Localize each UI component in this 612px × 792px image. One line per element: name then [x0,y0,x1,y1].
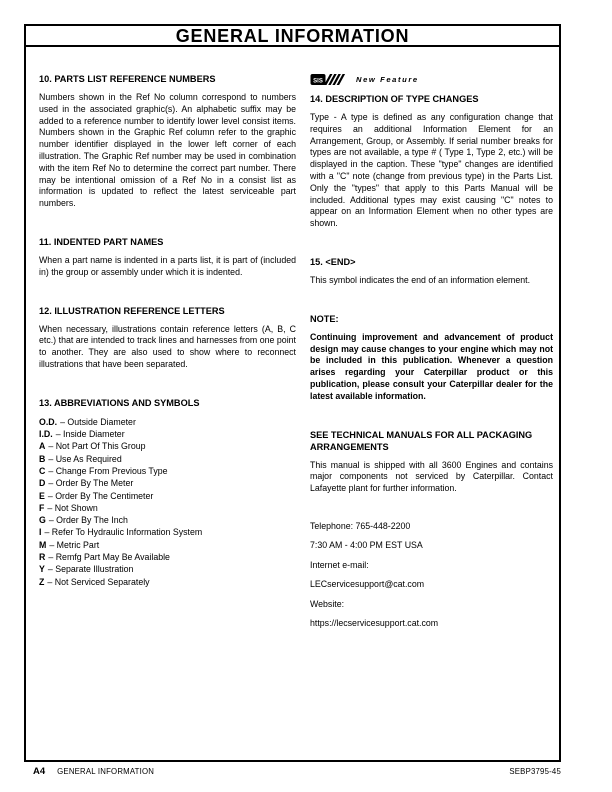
abbreviation-row [39,576,296,588]
abbr-desc: – Metric Part [49,539,100,550]
section-14-body: Type - A type is defined as any configuration change that requires an additional Information Element for an Arrangement, Group, or Assembly. If serial number breaks for types are not available, a type # ( Type 1, Type 2, etc.) will be displayed in the caption. These "type" changes are identified with a "C" note (change from previous type) in the Parts List. Only the "types" that apply to this Parts Manual will be included. Additional types may exist causing "C" notes to appear on an Information Element when no other types are shown. [310,112,553,229]
footer-document-number: SEBP3795-45 [509,767,561,776]
new-feature-label: New Feature [356,75,419,84]
section-15-heading: 15. <END> [310,256,356,267]
footer-page-number: A4 [33,766,46,777]
abbr-key: I [39,527,42,538]
page-border-box [24,24,561,762]
abbreviation-row [39,539,296,551]
sis-badge-icon [310,73,347,86]
note-body: Continuing improvement and advancement of product design may cause changes to your engine which may not be included in this publication. Whenever a question arises regarding your Caterpillar product or this publication, please consult your Caterpillar dealer for the latest available information. [310,331,553,401]
see-technical-manuals-body: This manual is shipped with all 3600 Engines and contains major components not serviced by Caterpillar. Contact Lafayette plant for further information. [310,459,553,494]
section-11 [39,236,296,279]
abbr-key: M [39,539,47,550]
section-13-heading: 13. ABBREVIATIONS AND SYMBOLS [39,397,200,408]
diagonal-stripes-icon [324,74,345,85]
footer-section-label: GENERAL INFORMATION [57,767,155,776]
hours-line: 7:30 AM - 4:00 PM EST USA [310,540,423,551]
abbr-key: B [39,453,46,464]
section-12-body: When necessary, illustrations contain reference letters (A, B, C etc.) that are intended to track lines and harnesses from one point to another. They are also used to show where to reconnect illustrations that have been separated. [39,323,296,369]
abbr-desc: – Separate Illustration [47,564,134,575]
section-15-body: This symbol indicates the end of an information element. [310,274,531,285]
abbreviation-row [39,551,296,563]
abbreviation-row [39,526,296,538]
svg-text:SIS: SIS [313,78,323,85]
left-column [39,73,296,638]
abbr-desc: – Change From Previous Type [48,465,168,476]
section-13 [39,397,296,588]
website-label: Website: [310,598,345,609]
section-15 [310,256,553,287]
section-14 [310,73,553,230]
section-11-body: When a part name is indented in a parts list, it is part of (included in) the group or assembly under which it is indented. [39,254,296,277]
abbr-key: O.D. [39,416,58,427]
section-10-heading: 10. PARTS LIST REFERENCE NUMBERS [39,74,216,84]
see-technical-manuals-heading: SEE TECHNICAL MANUALS FOR ALL PACKAGING ARRANGEMENTS [310,429,533,452]
abbreviation-row [39,563,296,575]
abbr-desc: – Outside Diameter [60,416,136,427]
email-address: LECservicesupport@cat.com [310,579,425,590]
contact-info [310,521,553,630]
email-label: Internet e-mail: [310,559,369,570]
abbr-desc: – Not Serviced Separately [47,576,150,587]
section-12 [39,305,296,371]
section-14-heading: 14. DESCRIPTION OF TYPE CHANGES [310,94,479,104]
abbreviation-row [39,428,296,440]
section-10-body: Numbers shown in the Ref No column correspond to numbers used in the associated graphic(s). An alphabetic suffix may be added to a reference number to identify lower level consist items. Numbers shown in the Graphic Ref column refer to the graphic number identifier displayed in the lower left corner of each illustration. The Graphic Ref number may be used in combination with the item Ref No to determine the correct part number. There may be intentional omission of a Ref No in a consist list as information is updated to reflect the latest serviceable part numbers. [39,92,296,209]
abbreviation-row [39,465,296,477]
abbr-desc: – Order By The Inch [48,515,128,526]
abbr-key: Z [39,576,45,587]
abbr-desc: – Remfg Part May Be Available [48,552,170,563]
right-column [310,73,553,638]
abbr-desc: – Refer To Hydraulic Information System [44,527,203,538]
abbr-key: A [39,441,46,452]
abbr-key: I.D. [39,429,53,440]
abbreviation-row [39,440,296,452]
abbr-desc: – Not Part Of This Group [48,441,146,452]
abbreviation-row [39,502,296,514]
abbr-desc: – Not Shown [47,502,98,513]
abbr-desc: – Order By The Centimeter [47,490,154,501]
abbr-key: E [39,490,45,501]
website-url: https://lecservicesupport.cat.com [310,618,439,629]
telephone-line: Telephone: 765-448-2200 [310,520,411,531]
section-12-heading: 12. ILLUSTRATION REFERENCE LETTERS [39,305,225,316]
abbreviation-row [39,490,296,502]
abbr-key: G [39,515,46,526]
note-heading: NOTE: [310,313,339,324]
abbreviation-row [39,416,296,428]
new-feature-banner [310,73,553,86]
note-section [310,313,553,403]
abbreviation-list [39,416,296,588]
abbr-key: F [39,502,45,513]
page-content [26,47,559,638]
page-title: GENERAL INFORMATION [26,26,559,47]
page-footer [33,766,561,777]
abbreviation-row [39,514,296,526]
see-technical-manuals-section [310,429,553,495]
section-10 [39,73,296,210]
abbr-key: Y [39,564,45,575]
abbr-key: C [39,465,46,476]
abbr-key: D [39,478,46,489]
abbr-desc: – Inside Diameter [55,429,125,440]
abbr-key: R [39,552,46,563]
section-11-heading: 11. INDENTED PART NAMES [39,236,164,247]
abbr-desc: – Order By The Meter [48,478,134,489]
abbreviation-row [39,453,296,465]
abbreviation-row [39,477,296,489]
abbr-desc: – Use As Required [48,453,122,464]
